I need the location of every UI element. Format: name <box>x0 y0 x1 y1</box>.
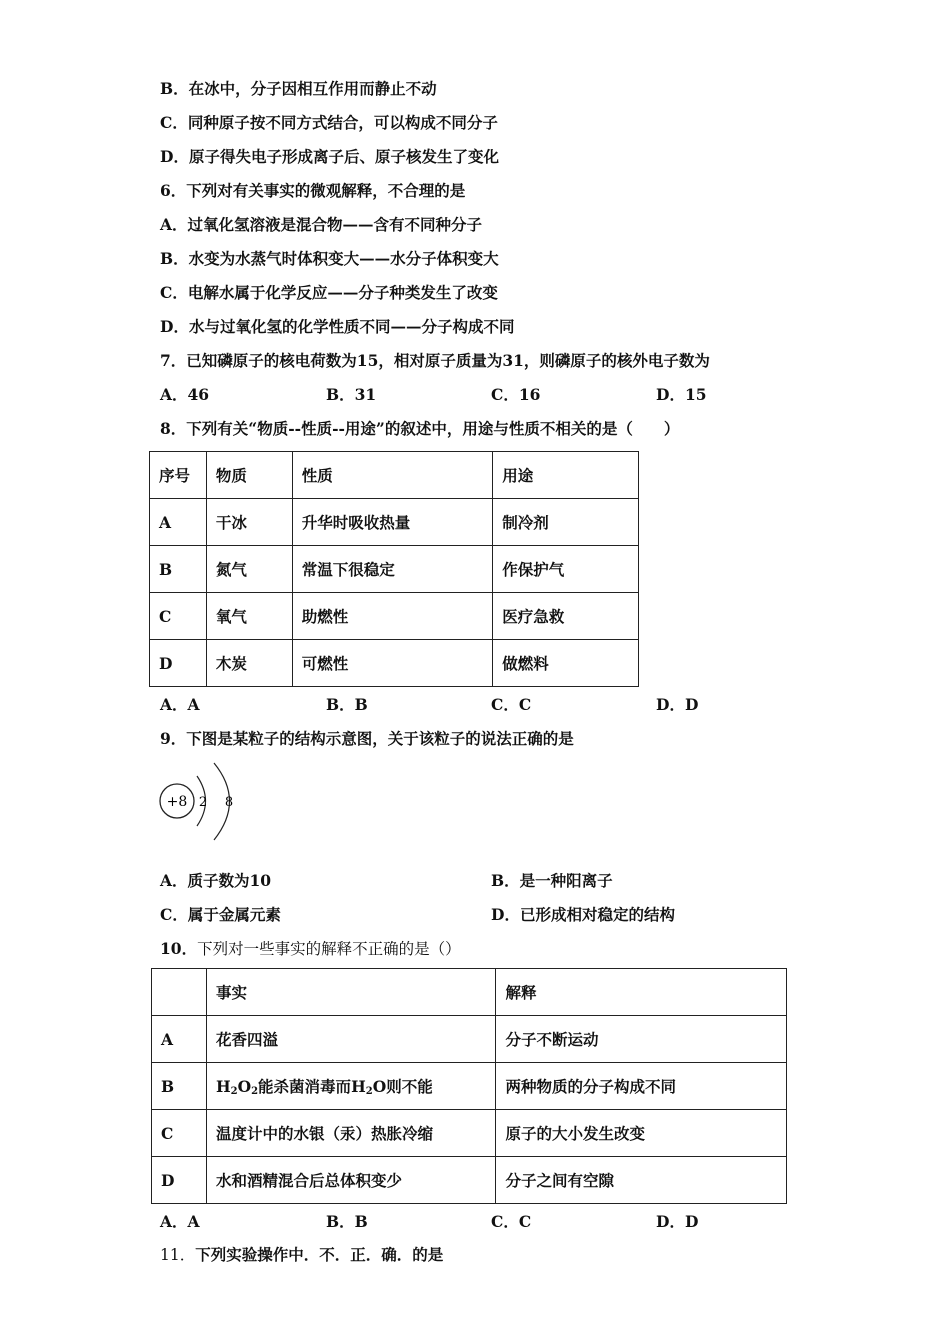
table-cell: 升华时吸收热量 <box>292 499 493 546</box>
q7-option-d: D．15 <box>656 385 707 404</box>
table-cell: B <box>150 546 207 593</box>
table-cell: 分子之间有空隙 <box>496 1157 787 1204</box>
table-cell: C <box>150 593 207 640</box>
q9-option-a: A．质子数为10 <box>160 871 272 890</box>
table-header-cell: 解释 <box>496 969 787 1016</box>
table-row <box>150 546 639 593</box>
table-header-cell: 物质 <box>206 452 292 499</box>
table-row <box>152 1110 787 1157</box>
table-header-cell: 事实 <box>206 969 496 1016</box>
table-row <box>150 593 639 640</box>
q8-table <box>149 451 639 687</box>
q7-option-b: B．31 <box>326 385 377 404</box>
q6-option-d: D．水与过氧化氢的化学性质不同——分子构成不同 <box>160 317 515 336</box>
table-cell: 作保护气 <box>493 546 639 593</box>
q8-option-b: B．B <box>326 695 368 714</box>
table-cell: C <box>152 1110 207 1157</box>
q10-option-a: A．A <box>160 1212 200 1231</box>
q10-number: 10． <box>160 939 198 958</box>
q6-option-b: B．水变为水蒸气时体积变大——水分子体积变大 <box>160 249 499 268</box>
table-header-cell: 用途 <box>493 452 639 499</box>
q6-stem: 6．下列对有关事实的微观解释，不合理的是 <box>160 181 466 200</box>
q10-table <box>151 968 787 1204</box>
table-cell: 干冰 <box>206 499 292 546</box>
table-cell: 医疗急救 <box>493 593 639 640</box>
table-cell: 可燃性 <box>292 640 493 687</box>
formula-part: O则不能 <box>372 1077 433 1096</box>
table-cell: D <box>150 640 207 687</box>
table-row <box>152 1063 787 1110</box>
table-cell: 两种物质的分子构成不同 <box>496 1063 787 1110</box>
q5-option-d: D．原子得失电子形成离子后、原子核发生了变化 <box>160 147 499 166</box>
table-cell: 氮气 <box>206 546 292 593</box>
table-header-cell <box>152 969 207 1016</box>
table-row <box>152 1016 787 1063</box>
q8-option-d: D．D <box>656 695 699 714</box>
table-cell: B <box>152 1063 207 1110</box>
q9-option-d: D．已形成相对稳定的结构 <box>491 905 675 924</box>
q11-text: 下列实验操作中．不．正．确．的是 <box>195 1245 444 1264</box>
q10-option-c: C．C <box>491 1212 532 1231</box>
table-cell-formula <box>206 1063 496 1110</box>
formula-subscript: 2 <box>230 1086 238 1097</box>
formula-part: H <box>215 1077 231 1096</box>
q6-option-c: C．电解水属于化学反应——分子种类发生了改变 <box>160 283 498 302</box>
q9-option-b: B．是一种阳离子 <box>491 871 613 890</box>
table-row <box>150 499 639 546</box>
q8-option-a: A．A <box>160 695 200 714</box>
table-cell: 水和酒精混合后总体积变少 <box>206 1157 496 1204</box>
q6-option-a: A．过氧化氢溶液是混合物——含有不同种分子 <box>160 215 483 234</box>
table-cell: 木炭 <box>206 640 292 687</box>
table-cell: 常温下很稳定 <box>292 546 493 593</box>
table-cell: 助燃性 <box>292 593 493 640</box>
q5-option-c: C．同种原子按不同方式结合，可以构成不同分子 <box>160 113 498 132</box>
table-row <box>152 1157 787 1204</box>
table-cell: 做燃料 <box>493 640 639 687</box>
table-header-row <box>150 452 639 499</box>
q10-option-b: B．B <box>326 1212 368 1231</box>
q7-option-a: A．46 <box>160 385 210 404</box>
formula-subscript: 2 <box>365 1086 373 1097</box>
q11-stem <box>160 1243 443 1265</box>
q9-stem: 9．下图是某粒子的结构示意图，关于该粒子的说法正确的是 <box>160 729 574 748</box>
q10-text: 下列对一些事实的解释不正确的是（） <box>197 940 461 958</box>
table-header-row <box>152 969 787 1016</box>
formula-subscript: 2 <box>251 1086 259 1097</box>
table-cell: 花香四溢 <box>206 1016 496 1063</box>
q5-option-b: B．在冰中，分子因相互作用而静止不动 <box>160 79 437 98</box>
shell-2-electrons: 8 <box>224 795 234 810</box>
formula-part: O <box>237 1077 252 1096</box>
table-row <box>150 640 639 687</box>
table-header-cell: 性质 <box>292 452 493 499</box>
q7-stem: 7．已知磷原子的核电荷数为15，相对原子质量为31，则磷原子的核外电子数为 <box>160 351 710 370</box>
table-cell: A <box>152 1016 207 1063</box>
nucleus-charge: +8 <box>166 794 188 810</box>
table-cell: 温度计中的水银（汞）热胀冷缩 <box>206 1110 496 1157</box>
table-cell: 制冷剂 <box>493 499 639 546</box>
q9-option-c: C．属于金属元素 <box>160 905 281 924</box>
table-cell: 分子不断运动 <box>496 1016 787 1063</box>
q7-option-c: C．16 <box>491 385 541 404</box>
table-header-cell: 序号 <box>150 452 207 499</box>
formula-part: 能杀菌消毒而 <box>258 1077 352 1096</box>
shell-1-electrons: 2 <box>198 795 208 810</box>
table-cell: A <box>150 499 207 546</box>
formula-part: H <box>351 1077 366 1096</box>
table-cell: 氧气 <box>206 593 292 640</box>
atom-structure-diagram <box>152 758 252 848</box>
q8-stem: 8．下列有关“物质--性质--用途”的叙述中，用途与性质不相关的是（ ） <box>160 419 680 438</box>
q10-stem <box>160 937 461 959</box>
table-cell: D <box>152 1157 207 1204</box>
q10-option-d: D．D <box>656 1212 699 1231</box>
q8-option-c: C．C <box>491 695 532 714</box>
q11-number: 11． <box>160 1246 196 1264</box>
table-cell: 原子的大小发生改变 <box>496 1110 787 1157</box>
